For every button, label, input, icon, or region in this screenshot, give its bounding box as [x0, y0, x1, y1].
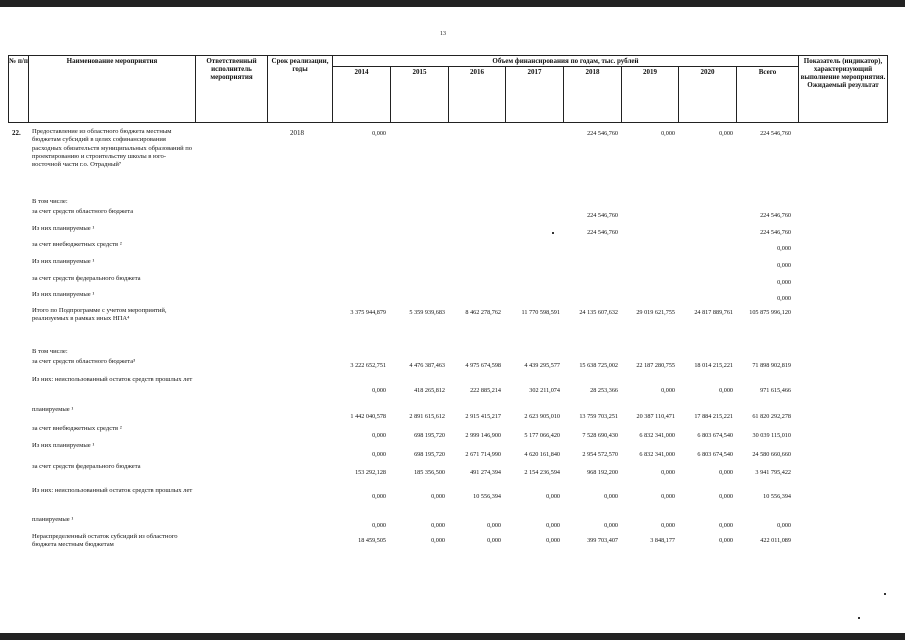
row-term: 2018 [290, 129, 304, 137]
year-label: 2019 [643, 68, 657, 76]
cell-value: 0,000 [777, 279, 791, 286]
cell-value: 0,000 [661, 387, 675, 394]
cell-value: 2 623 905,010 [524, 413, 560, 420]
header-term-text: Срок реализации, годы [271, 57, 329, 73]
cell-value: 4 620 161,840 [524, 451, 560, 458]
cell-value: 0,000 [777, 522, 791, 529]
cell-value: 0,000 [431, 537, 445, 544]
header-responsible [195, 55, 268, 123]
cell-value: 224 546,760 [587, 212, 618, 219]
cell-value: 3 848,177 [650, 537, 675, 544]
cell-value: 0,000 [604, 522, 618, 529]
cell-value: 0,000 [487, 537, 501, 544]
cell-value: 418 265,812 [414, 387, 445, 394]
cell-value: 4 476 387,463 [409, 362, 445, 369]
cell-value: 0,000 [546, 493, 560, 500]
cell-value: 13 759 703,251 [579, 413, 618, 420]
cell-value: 61 820 292,278 [752, 413, 791, 420]
row-label: за счет внебюджетных средств ² [32, 425, 122, 432]
cell-value: 0,000 [719, 522, 733, 529]
row-label: В том числе: [32, 198, 68, 205]
cell-value: 24 135 607,632 [579, 309, 618, 316]
year-label: Всего [758, 68, 777, 76]
cell-value: 0,000 [372, 130, 386, 137]
cell-value: 0,000 [777, 245, 791, 252]
header-indicator [798, 55, 888, 123]
cell-value: 1 442 040,578 [350, 413, 386, 420]
cell-value: 10 556,394 [763, 493, 791, 500]
cell-value: 17 884 215,221 [694, 413, 733, 420]
cell-value: 18 459,505 [358, 537, 386, 544]
header-year-total [736, 66, 799, 123]
header-name-text: Наименование мероприятия [66, 57, 158, 65]
cell-value: 3 941 795,422 [755, 469, 791, 476]
row-label: Нераспределенный остаток субсидий из областного бюджета местным бюджетам [32, 533, 178, 549]
cell-value: 0,000 [431, 493, 445, 500]
header-year-2016 [448, 66, 506, 123]
cell-value: 491 274,394 [470, 469, 501, 476]
year-label: 2020 [700, 68, 715, 76]
cell-value: 0,000 [546, 537, 560, 544]
header-year-2018 [563, 66, 622, 123]
cell-value: 0,000 [777, 262, 791, 269]
cell-value: 2 915 415,217 [465, 413, 501, 420]
year-label: 2018 [585, 68, 600, 76]
cell-value: 698 195,720 [414, 432, 445, 439]
cell-value: 0,000 [719, 469, 733, 476]
cell-value: 4 439 295,577 [524, 362, 560, 369]
cell-value: 185 356,500 [414, 469, 445, 476]
cell-value: 105 875 996,120 [749, 309, 791, 316]
cell-value: 224 546,760 [760, 229, 791, 236]
cell-value: 0,000 [604, 493, 618, 500]
row-label: за счет средств областного бюджета³ [32, 358, 136, 365]
cell-value: 4 975 674,598 [465, 362, 501, 369]
cell-value: 8 462 278,762 [465, 309, 501, 316]
cell-value: 6 803 674,540 [697, 432, 733, 439]
cell-value: 2 954 572,570 [582, 451, 618, 458]
header-year-2020 [678, 66, 737, 123]
cell-value: 153 292,128 [355, 469, 386, 476]
cell-value: 15 638 725,002 [579, 362, 618, 369]
cell-value: 302 211,074 [529, 387, 560, 394]
cell-value: 0,000 [372, 432, 386, 439]
row-label: Из них планируемые ¹ [32, 291, 95, 298]
year-label: 2016 [470, 68, 484, 76]
header-name [28, 55, 196, 123]
cell-value: 0,000 [661, 522, 675, 529]
row-label: Из них планируемые ¹ [32, 258, 95, 265]
cell-value: 2 154 236,594 [524, 469, 560, 476]
header-responsible-text: Ответственный исполнитель мероприятия [206, 57, 257, 81]
row-label: Из них планируемые ¹ [32, 225, 95, 232]
cell-value: 18 014 215,221 [694, 362, 733, 369]
cell-value: 22 187 280,755 [636, 362, 675, 369]
cell-value: 224 546,760 [760, 212, 791, 219]
row-label: планируемые ¹ [32, 406, 74, 413]
header-term [267, 55, 333, 123]
cell-value: 29 019 621,755 [636, 309, 675, 316]
cell-value: 28 253,366 [590, 387, 618, 394]
cell-value: 0,000 [546, 522, 560, 529]
cell-value: 0,000 [661, 493, 675, 500]
header-year-2017 [505, 66, 564, 123]
cell-value: 71 898 902,819 [752, 362, 791, 369]
cell-value: 0,000 [719, 537, 733, 544]
row-label: планируемые ¹ [32, 516, 74, 523]
row-label: В том числе: [32, 348, 68, 355]
cell-value: 6 832 341,000 [639, 451, 675, 458]
cell-value: 7 528 690,430 [582, 432, 618, 439]
page-number: 13 [440, 31, 446, 37]
row-label: Предоставление из областного бюджета местным бюджетам субсидий в целях софинансирования расходных обязательств муниципальных образований по проектированию и строительству школы в юго-восточной части г.о. Отрадный⁷ [32, 128, 193, 169]
cell-value: 0,000 [719, 387, 733, 394]
header-num-text: № п/п [9, 57, 28, 65]
row-label: за счет средств федерального бюджета [32, 463, 141, 470]
stray-mark [884, 593, 886, 595]
year-label: 2017 [527, 68, 542, 76]
row-label: Из них планируемые ¹ [32, 442, 95, 449]
year-label: 2014 [354, 68, 369, 76]
row-label: Из них: неиспользованный остаток средств прошлых лет [32, 376, 193, 383]
header-num [8, 55, 29, 123]
cell-value: 11 770 598,591 [521, 309, 560, 316]
cell-value: 24 580 660,660 [752, 451, 791, 458]
cell-value: 224 546,760 [587, 229, 618, 236]
cell-value: 399 703,407 [587, 537, 618, 544]
row-label: Итого по Подпрограмме с учетом мероприятий, реализуемых в рамках иных НПА⁴ [32, 307, 167, 323]
stray-mark [858, 617, 860, 619]
cell-value: 0,000 [719, 130, 733, 137]
cell-value: 224 546,760 [587, 130, 618, 137]
cell-value: 0,000 [431, 522, 445, 529]
cell-value: 30 039 115,010 [752, 432, 791, 439]
cell-value: 0,000 [777, 295, 791, 302]
cell-value: 2 671 714,990 [465, 451, 501, 458]
row-label: за счет средств федерального бюджета [32, 275, 141, 282]
cell-value: 222 885,214 [470, 387, 501, 394]
cell-value: 0,000 [661, 469, 675, 476]
header-year-2019 [621, 66, 679, 123]
row-label: Из них: неиспользованный остаток средств прошлых лет [32, 487, 193, 494]
cell-value: 0,000 [372, 522, 386, 529]
cell-value: 0,000 [372, 387, 386, 394]
row-number: 22. [12, 129, 21, 137]
header-year-2015 [390, 66, 449, 123]
cell-value: 3 222 652,751 [350, 362, 386, 369]
cell-value: 24 817 889,761 [694, 309, 733, 316]
top-border [0, 0, 905, 7]
cell-value: 5 177 066,420 [524, 432, 560, 439]
cell-value: 0,000 [487, 522, 501, 529]
row-label: за счет средств областного бюджета [32, 208, 134, 215]
stray-mark [552, 232, 554, 234]
cell-value: 0,000 [661, 130, 675, 137]
cell-value: 0,000 [372, 493, 386, 500]
cell-value: 3 375 944,879 [350, 309, 386, 316]
cell-value: 971 615,466 [760, 387, 791, 394]
header-indicator-text: Показатель (индикатор), характеризующий выполнение мероприятия. Ожидаемый результат [800, 57, 886, 89]
header-funding-text: Объем финансирования по годам, тыс. рублей [492, 57, 639, 65]
cell-value: 2 891 615,612 [409, 413, 445, 420]
cell-value: 0,000 [719, 493, 733, 500]
cell-value: 2 999 146,900 [465, 432, 501, 439]
cell-value: 422 011,089 [760, 537, 791, 544]
cell-value: 10 556,394 [473, 493, 501, 500]
cell-value: 224 546,760 [760, 130, 791, 137]
cell-value: 6 803 674,540 [697, 451, 733, 458]
header-year-2014 [332, 66, 391, 123]
cell-value: 0,000 [372, 451, 386, 458]
bottom-border [0, 633, 905, 640]
row-label: за счет внебюджетных средств ² [32, 241, 122, 248]
year-label: 2015 [412, 68, 427, 76]
cell-value: 698 195,720 [414, 451, 445, 458]
cell-value: 968 192,200 [587, 469, 618, 476]
cell-value: 5 359 939,683 [409, 309, 445, 316]
cell-value: 6 832 341,000 [639, 432, 675, 439]
cell-value: 20 387 110,471 [636, 413, 675, 420]
